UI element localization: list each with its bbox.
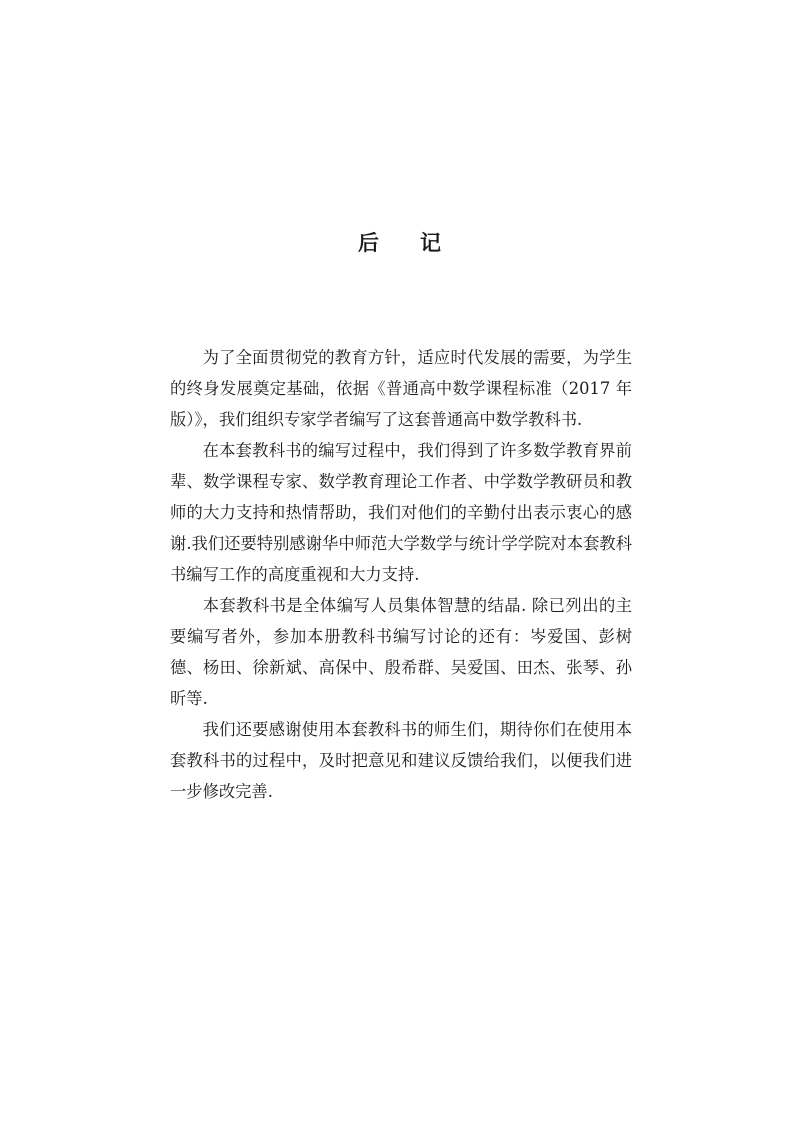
paragraph-1: 为了全面贯彻党的教育方针，适应时代发展的需要，为学生的终身发展奠定基础，依据《普通高中数学课程标准（2017 年版）》，我们组织专家学者编写了这套普通高中数学教科书. (170, 348, 632, 429)
paragraph-3: 本套教科书是全体编写人员集体智慧的结晶. 除已列出的主要编写者外，参加本册教科书编写讨论的还有：岑爱国、彭树德、杨田、徐新斌、高保中、殷希群、吴爱国、田杰、张琴、孙昕等. (170, 596, 632, 708)
title-char-2: 记 (420, 231, 442, 255)
afterword-body (170, 342, 632, 807)
title-char-1: 后 (358, 231, 380, 255)
paragraph-2: 在本套教科书的编写过程中，我们得到了许多数学教育界前辈、数学课程专家、数学教育理论工作者、中学数学教研员和教师的大力支持和热情帮助，我们对他们的辛勤付出表示衷心的感谢.我们还要特别感谢华中师范大学数学与统计学学院对本套教科书编写工作的高度重视和大力支持. (170, 441, 632, 584)
page-title (0, 228, 800, 258)
paragraph-4: 我们还要感谢使用本套教科书的师生们，期待你们在使用本套教科书的过程中，及时把意见和建议反馈给我们，以便我们进一步修改完善. (170, 720, 632, 801)
